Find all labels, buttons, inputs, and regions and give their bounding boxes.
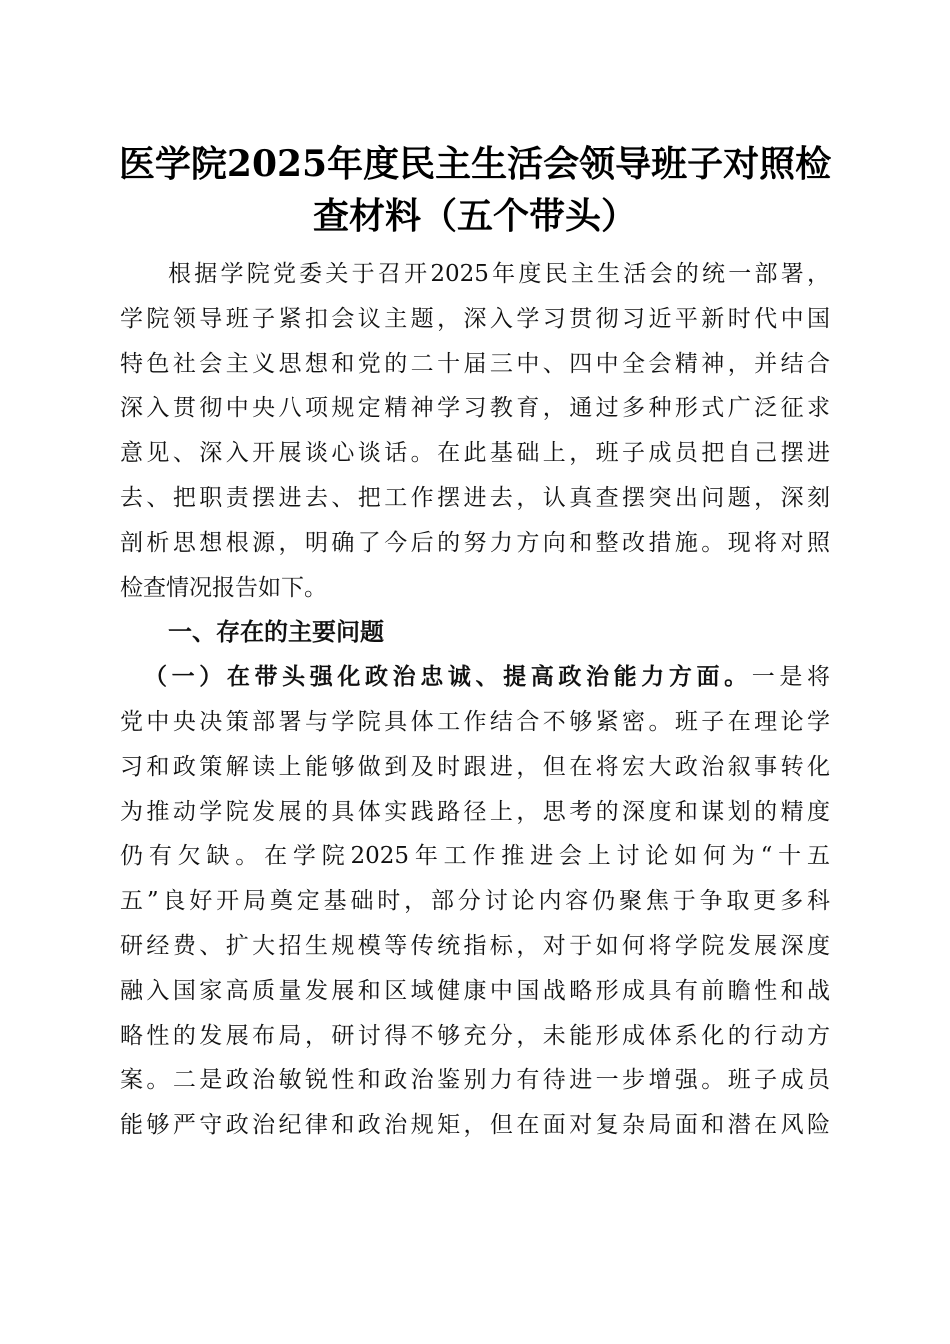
text-line: 剖析思想根源，明确了今后的努力方向和整改措施。现将对照 xyxy=(120,529,830,556)
text-line: 检查情况报告如下。 xyxy=(120,574,327,601)
text-line: 案。二是政治敏锐性和政治鉴别力有待进一步增强。班子成员 xyxy=(120,1067,830,1094)
text-line: 特色社会主义思想和党的二十届三中、四中全会精神，并结合 xyxy=(120,350,830,377)
subsection-paragraph xyxy=(120,655,830,1148)
text-line: 略性的发展布局，研讨得不够充分，未能形成体系化的行动方 xyxy=(120,1022,830,1049)
subsection-first-line xyxy=(120,655,830,700)
text-line: 仍有欠缺。在学院2025年工作推进会上讨论如何为“十五 xyxy=(120,843,830,870)
document-body xyxy=(120,252,830,1148)
title-line-2: 查材料（五个带头） xyxy=(312,195,637,237)
section-heading: 一、存在的主要问题 xyxy=(168,618,384,647)
text-line: 党中央决策部署与学院具体工作结合不够紧密。班子在理论学 xyxy=(120,708,830,735)
subsection-heading: （一）在带头强化政治忠诚、提高政治能力方面。 xyxy=(144,663,752,691)
text-line: 去、把职责摆进去、把工作摆进去，认真查摆突出问题，深刻 xyxy=(120,484,830,511)
text-line: 融入国家高质量发展和区域健康中国战略形成具有前瞻性和战 xyxy=(120,977,830,1004)
subsection-first-tail: 一是将 xyxy=(751,664,830,691)
text-line: 研经费、扩大招生规模等传统指标，对于如何将学院发展深度 xyxy=(120,932,830,959)
text-line: 深入贯彻中央八项规定精神学习教育，通过多种形式广泛征求 xyxy=(120,395,830,422)
text-line: 根据学院党委关于召开2025年度民主生活会的统一部署， xyxy=(168,261,830,287)
document-title xyxy=(100,138,850,242)
text-line: 学院领导班子紧扣会议主题，深入学习贯彻习近平新时代中国 xyxy=(120,305,830,332)
text-line: 为推动学院发展的具体实践路径上，思考的深度和谋划的精度 xyxy=(120,798,830,825)
text-line: 能够严守政治纪律和政治规矩，但在面对复杂局面和潜在风险 xyxy=(120,1112,830,1139)
text-line: 意见、深入开展谈心谈话。在此基础上，班子成员把自己摆进 xyxy=(120,440,830,467)
title-line-1: 医学院2025年度民主生活会领导班子对照检 xyxy=(118,143,832,185)
text-line: 习和政策解读上能够做到及时跟进，但在将宏大政治叙事转化 xyxy=(120,753,830,780)
intro-paragraph xyxy=(120,252,830,610)
text-line: 五”良好开局奠定基础时，部分讨论内容仍聚焦于争取更多科 xyxy=(120,888,830,915)
